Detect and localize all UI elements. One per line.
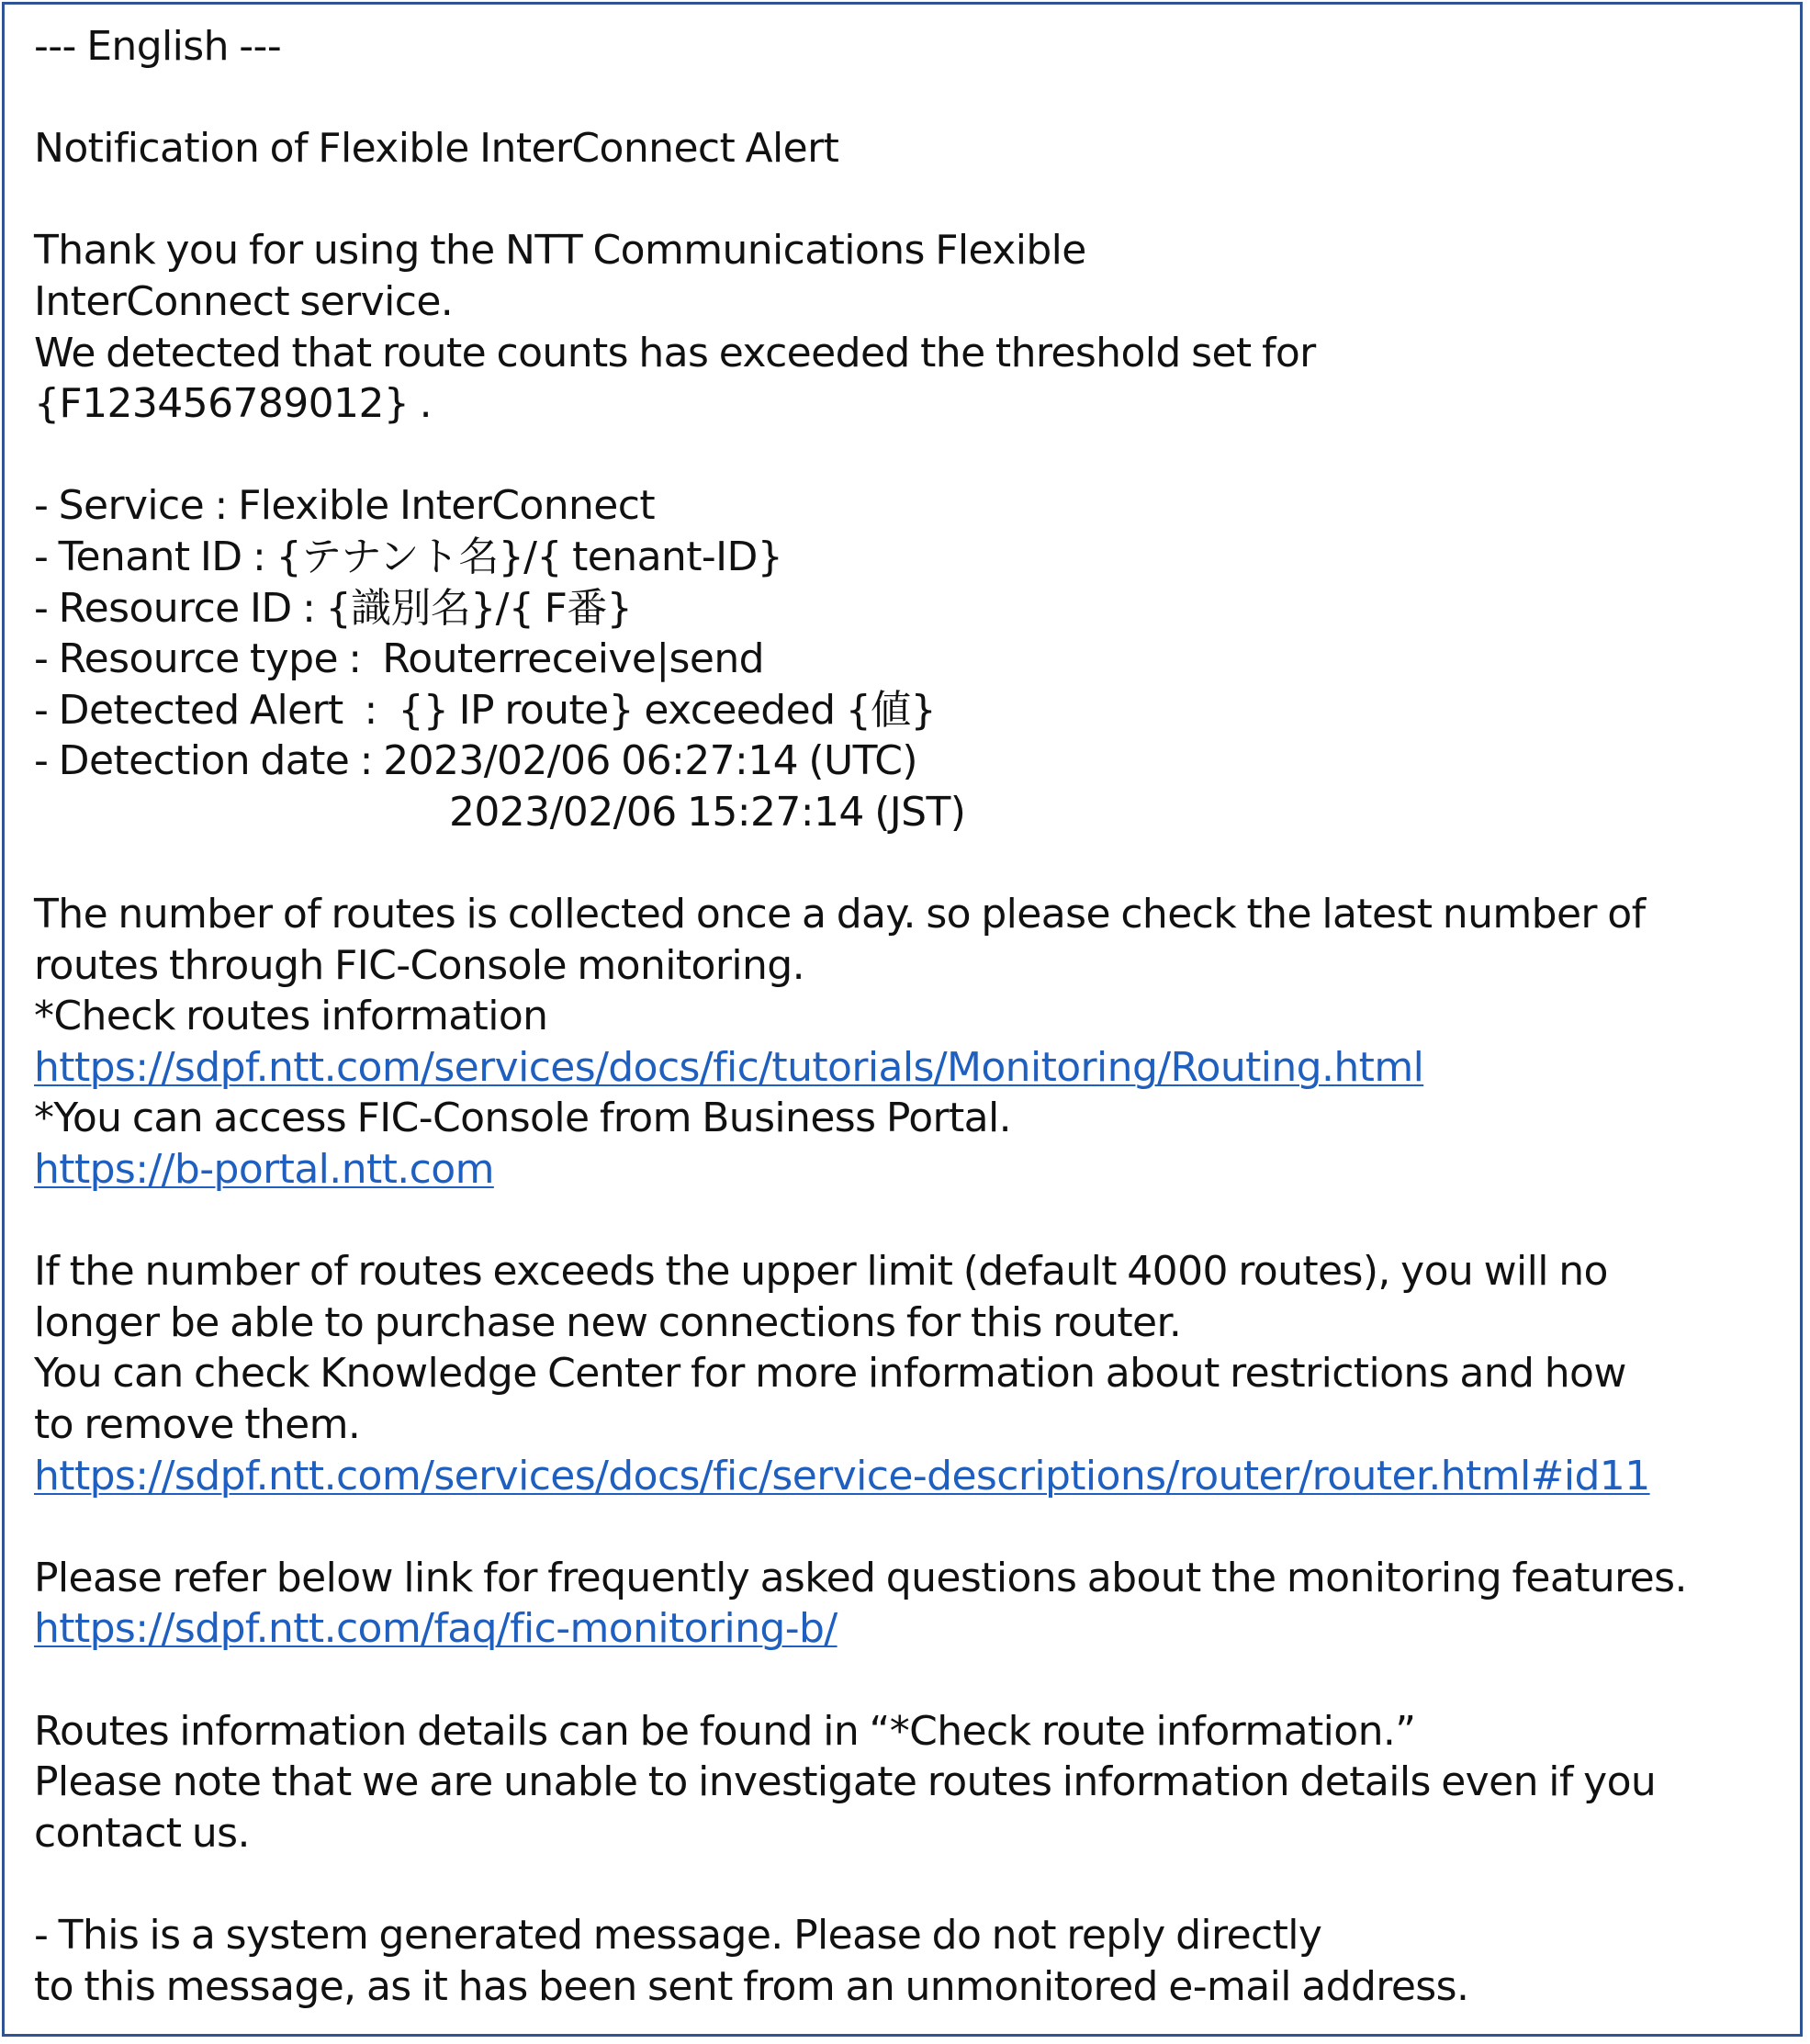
footer-text: - This is a system generated message. Please do not reply directly	[34, 1911, 1322, 1959]
limit-text: If the number of routes exceeds the upper limit (default 4000 routes), you will no	[34, 1248, 1608, 1296]
detail-service: - Service : Flexible InterConnect	[34, 482, 655, 530]
business-portal-link[interactable]: https://b-portal.ntt.com	[34, 1146, 494, 1194]
footer-text: to this message, as it has been sent from an unmonitored e-mail address.	[34, 1962, 1469, 2010]
spacer	[34, 1501, 1783, 1553]
faq-text: Please refer below link for frequently asked questions about the monitoring features.	[34, 1554, 1687, 1601]
routing-doc-link-line	[34, 1042, 1783, 1094]
intro-line: {F123456789012} .	[34, 380, 432, 428]
spacer	[34, 430, 1783, 481]
spacer	[34, 73, 1783, 124]
spacer	[34, 174, 1783, 226]
spacer	[34, 1655, 1783, 1706]
check-routes-label: *Check routes information	[34, 993, 548, 1040]
email-frame	[2, 2, 1803, 2037]
intro-line: InterConnect service.	[34, 277, 454, 325]
note-text: Routes information details can be found in “*Check route information.”	[34, 1707, 1416, 1755]
spacer	[34, 1859, 1783, 1910]
routes-text: routes through FIC-Console monitoring.	[34, 941, 804, 989]
router-doc-link-line	[34, 1451, 1783, 1502]
routes-text: The number of routes is collected once a day. so please check the latest number of	[34, 891, 1646, 938]
detail-detected-alert: - Detected Alert : {} IP route} exceeded {値}	[34, 686, 936, 734]
language-marker: --- English ---	[34, 23, 282, 70]
limit-text: You can check Knowledge Center for more information about restrictions and how	[34, 1350, 1626, 1398]
note-text: contact us.	[34, 1809, 250, 1857]
note-text: Please note that we are unable to investigate routes information details even if you	[34, 1758, 1657, 1806]
spacer	[34, 838, 1783, 890]
intro-line: We detected that route counts has exceeded the threshold set for	[34, 329, 1316, 376]
business-portal-link-line	[34, 1144, 1783, 1196]
faq-link[interactable]: https://sdpf.ntt.com/faq/fic-monitoring-b/	[34, 1605, 838, 1653]
router-doc-link[interactable]: https://sdpf.ntt.com/services/docs/fic/service-descriptions/router/router.html#id11	[34, 1452, 1650, 1499]
console-access-label: *You can access FIC-Console from Business Portal.	[34, 1095, 1012, 1142]
faq-link-line	[34, 1603, 1783, 1655]
detail-resource-id: - Resource ID : {識別名}/{ F番}	[34, 584, 633, 632]
email-subject: Notification of Flexible InterConnect Alert	[34, 125, 839, 173]
detail-detection-date-jst: 2023/02/06 15:27:14 (JST)	[449, 788, 966, 836]
detail-detection-date-utc: - Detection date : 2023/02/06 06:27:14 (UTC)	[34, 737, 917, 785]
detail-tenant-id: - Tenant ID : {テナント名}/{ tenant-ID}	[34, 533, 783, 580]
detail-resource-type: - Resource type : Routerreceive|send	[34, 635, 764, 683]
routing-doc-link[interactable]: https://sdpf.ntt.com/services/docs/fic/tutorials/Monitoring/Routing.html	[34, 1043, 1424, 1091]
spacer	[34, 1196, 1783, 1247]
email-body	[34, 21, 1783, 2012]
limit-text: longer be able to purchase new connections for this router.	[34, 1298, 1182, 1346]
intro-line: Thank you for using the NTT Communications Flexible	[34, 227, 1086, 275]
limit-text: to remove them.	[34, 1401, 361, 1449]
